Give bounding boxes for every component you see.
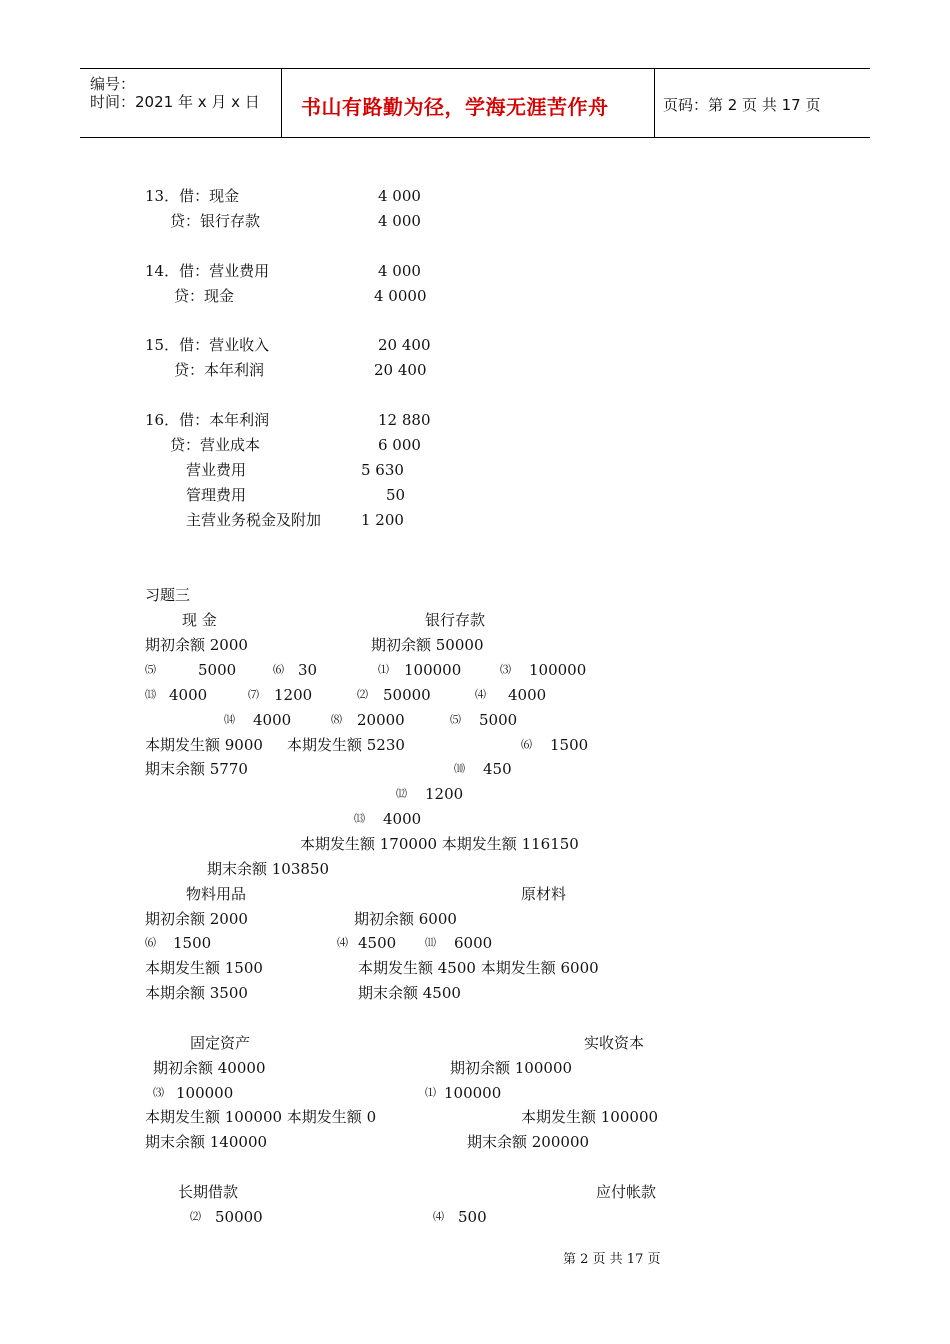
capital-opening: 期初余额 100000 bbox=[450, 1059, 573, 1077]
page-label: 页码：第 2 页 共 17 页 bbox=[663, 96, 821, 114]
raw-period: 本期发生额 4500 本期发生额 6000 bbox=[358, 959, 599, 977]
supplies-period: 本期发生额 1500 bbox=[145, 959, 263, 977]
bank-debit-item: 100000 bbox=[404, 661, 462, 679]
fixed-account-title: 固定资产 bbox=[190, 1034, 251, 1052]
capital-item: 100000 bbox=[444, 1084, 502, 1102]
header-page-cell bbox=[655, 69, 870, 137]
entry-ref-mark: ⑴ bbox=[378, 663, 389, 676]
entry14-debit: 14．借：营业费用 bbox=[145, 262, 270, 280]
entry-ref-mark: ⑶ bbox=[153, 1086, 164, 1099]
cash-debit-item: 5000 bbox=[198, 661, 237, 679]
entry14-credit-amount: 4 0000 bbox=[374, 287, 427, 305]
supplies-account-title: 物料用品 bbox=[186, 885, 247, 903]
entry16-credit: 贷：营业成本 bbox=[170, 436, 261, 454]
entry15-debit-amount: 20 400 bbox=[378, 336, 431, 354]
entry-ref-mark: ⑷ bbox=[475, 688, 486, 701]
entry16-extra-name: 营业费用 bbox=[186, 461, 247, 479]
time-label: 时间：2021 年 x 月 x 日 bbox=[90, 93, 260, 111]
entry-ref-mark: ⑹ bbox=[273, 663, 284, 676]
cash-credit-item: 30 bbox=[298, 661, 318, 679]
entry-ref-mark: ⑹ bbox=[145, 936, 156, 949]
entry16-debit: 16．借：本年利润 bbox=[145, 411, 270, 429]
motto: 书山有路勤为径，学海无涯苦作舟 bbox=[301, 95, 609, 119]
bank-credit-item: 5000 bbox=[479, 711, 518, 729]
bank-credit-item: 1500 bbox=[550, 736, 589, 754]
cash-closing: 期末余额 5770 bbox=[145, 760, 248, 778]
bank-period: 本期发生额 170000 本期发生额 116150 bbox=[300, 835, 579, 853]
entry-ref-mark: ⒀ bbox=[354, 812, 365, 825]
entry13-debit-amount: 4 000 bbox=[378, 187, 421, 205]
bank-credit-item: 450 bbox=[483, 760, 512, 778]
raw-closing: 期末余额 4500 bbox=[358, 984, 461, 1002]
payable-account-title: 应付帐款 bbox=[596, 1183, 657, 1201]
bank-credit-item: 4000 bbox=[508, 686, 547, 704]
entry16-extra-name: 管理费用 bbox=[186, 486, 247, 504]
fixed-opening: 期初余额 40000 bbox=[153, 1059, 266, 1077]
capital-period: 本期发生额 100000 bbox=[521, 1108, 659, 1126]
raw-item: 6000 bbox=[454, 934, 493, 952]
entry-ref-mark: ⑵ bbox=[357, 688, 368, 701]
entry-ref-mark: ⑵ bbox=[190, 1210, 201, 1223]
capital-account-title: 实收资本 bbox=[584, 1034, 645, 1052]
fixed-item: 100000 bbox=[176, 1084, 234, 1102]
entry-ref-mark: ⑿ bbox=[396, 787, 407, 800]
entry14-debit-amount: 4 000 bbox=[378, 262, 421, 280]
bank-closing: 期末余额 103850 bbox=[207, 860, 330, 878]
page-footer: 第 2 页 共 17 页 bbox=[563, 1252, 661, 1267]
entry15-credit-amount: 20 400 bbox=[374, 361, 427, 379]
capital-closing: 期末余额 200000 bbox=[467, 1133, 590, 1151]
cash-opening: 期初余额 2000 bbox=[145, 636, 248, 654]
entry-ref-mark: ⑸ bbox=[450, 713, 461, 726]
bank-debit-item: 50000 bbox=[383, 686, 431, 704]
entry-ref-mark: ⑺ bbox=[248, 688, 259, 701]
cash-credit-item: 1200 bbox=[274, 686, 313, 704]
entry15-debit: 15．借：营业收入 bbox=[145, 336, 270, 354]
loan-item: 50000 bbox=[215, 1208, 263, 1226]
entry16-extra-amount: 5 630 bbox=[361, 461, 404, 479]
entry-ref-mark: ⑶ bbox=[500, 663, 511, 676]
fixed-period: 本期发生额 100000 本期发生额 0 bbox=[145, 1108, 377, 1126]
entry-ref-mark: ⑹ bbox=[521, 738, 532, 751]
raw-opening: 期初余额 6000 bbox=[354, 910, 457, 928]
entry-ref-mark: ⑷ bbox=[337, 936, 348, 949]
cash-period-credit: 本期发生额 5230 bbox=[287, 736, 405, 754]
entry-ref-mark: ⑻ bbox=[331, 713, 342, 726]
bank-credit-item: 1200 bbox=[425, 785, 464, 803]
entry16-debit-amount: 12 880 bbox=[378, 411, 431, 429]
bank-account-title: 银行存款 bbox=[425, 611, 486, 629]
entry-ref-mark: ⒁ bbox=[224, 713, 235, 726]
entry16-extra-name: 主营业务税金及附加 bbox=[186, 511, 322, 529]
cash-debit-item: 4000 bbox=[169, 686, 208, 704]
bank-credit-item: 4000 bbox=[383, 810, 422, 828]
bank-debit-item: 100000 bbox=[529, 661, 587, 679]
loan-account-title: 长期借款 bbox=[178, 1183, 239, 1201]
entry-ref-mark: ⑾ bbox=[425, 936, 436, 949]
entry-ref-mark: ⑷ bbox=[433, 1210, 444, 1223]
entry13-credit: 贷：银行存款 bbox=[170, 212, 261, 230]
supplies-opening: 期初余额 2000 bbox=[145, 910, 248, 928]
supplies-item: 1500 bbox=[173, 934, 212, 952]
raw-item: 4500 bbox=[358, 934, 397, 952]
header-motto-cell bbox=[281, 69, 655, 137]
raw-account-title: 原材料 bbox=[521, 885, 567, 903]
cash-period-debit: 本期发生额 9000 bbox=[145, 736, 263, 754]
cash-account-title: 现 金 bbox=[182, 611, 217, 629]
entry-ref-mark: ⑽ bbox=[454, 762, 465, 775]
bank-opening: 期初余额 50000 bbox=[371, 636, 484, 654]
entry-ref-mark: ⒀ bbox=[145, 688, 156, 701]
page-header bbox=[80, 68, 870, 138]
entry-ref-mark: ⑸ bbox=[145, 663, 156, 676]
number-label: 编号： bbox=[90, 75, 136, 93]
entry16-extra-amount: 1 200 bbox=[361, 511, 404, 529]
entry-ref-mark: ⑴ bbox=[425, 1086, 436, 1099]
cash-debit-item: 4000 bbox=[253, 711, 292, 729]
payable-item: 500 bbox=[458, 1208, 487, 1226]
exercise-title: 习题三 bbox=[145, 586, 191, 604]
bank-credit-item: 20000 bbox=[357, 711, 405, 729]
fixed-closing: 期末余额 140000 bbox=[145, 1133, 268, 1151]
entry13-credit-amount: 4 000 bbox=[378, 212, 421, 230]
entry14-credit: 贷：现金 bbox=[174, 287, 235, 305]
entry16-credit-amount: 6 000 bbox=[378, 436, 421, 454]
entry16-extra-amount: 50 bbox=[386, 486, 406, 504]
entry15-credit: 贷：本年利润 bbox=[174, 361, 265, 379]
entry13-debit: 13．借：现金 bbox=[145, 187, 240, 205]
header-meta-cell bbox=[80, 69, 282, 137]
supplies-closing: 本期余额 3500 bbox=[145, 984, 248, 1002]
